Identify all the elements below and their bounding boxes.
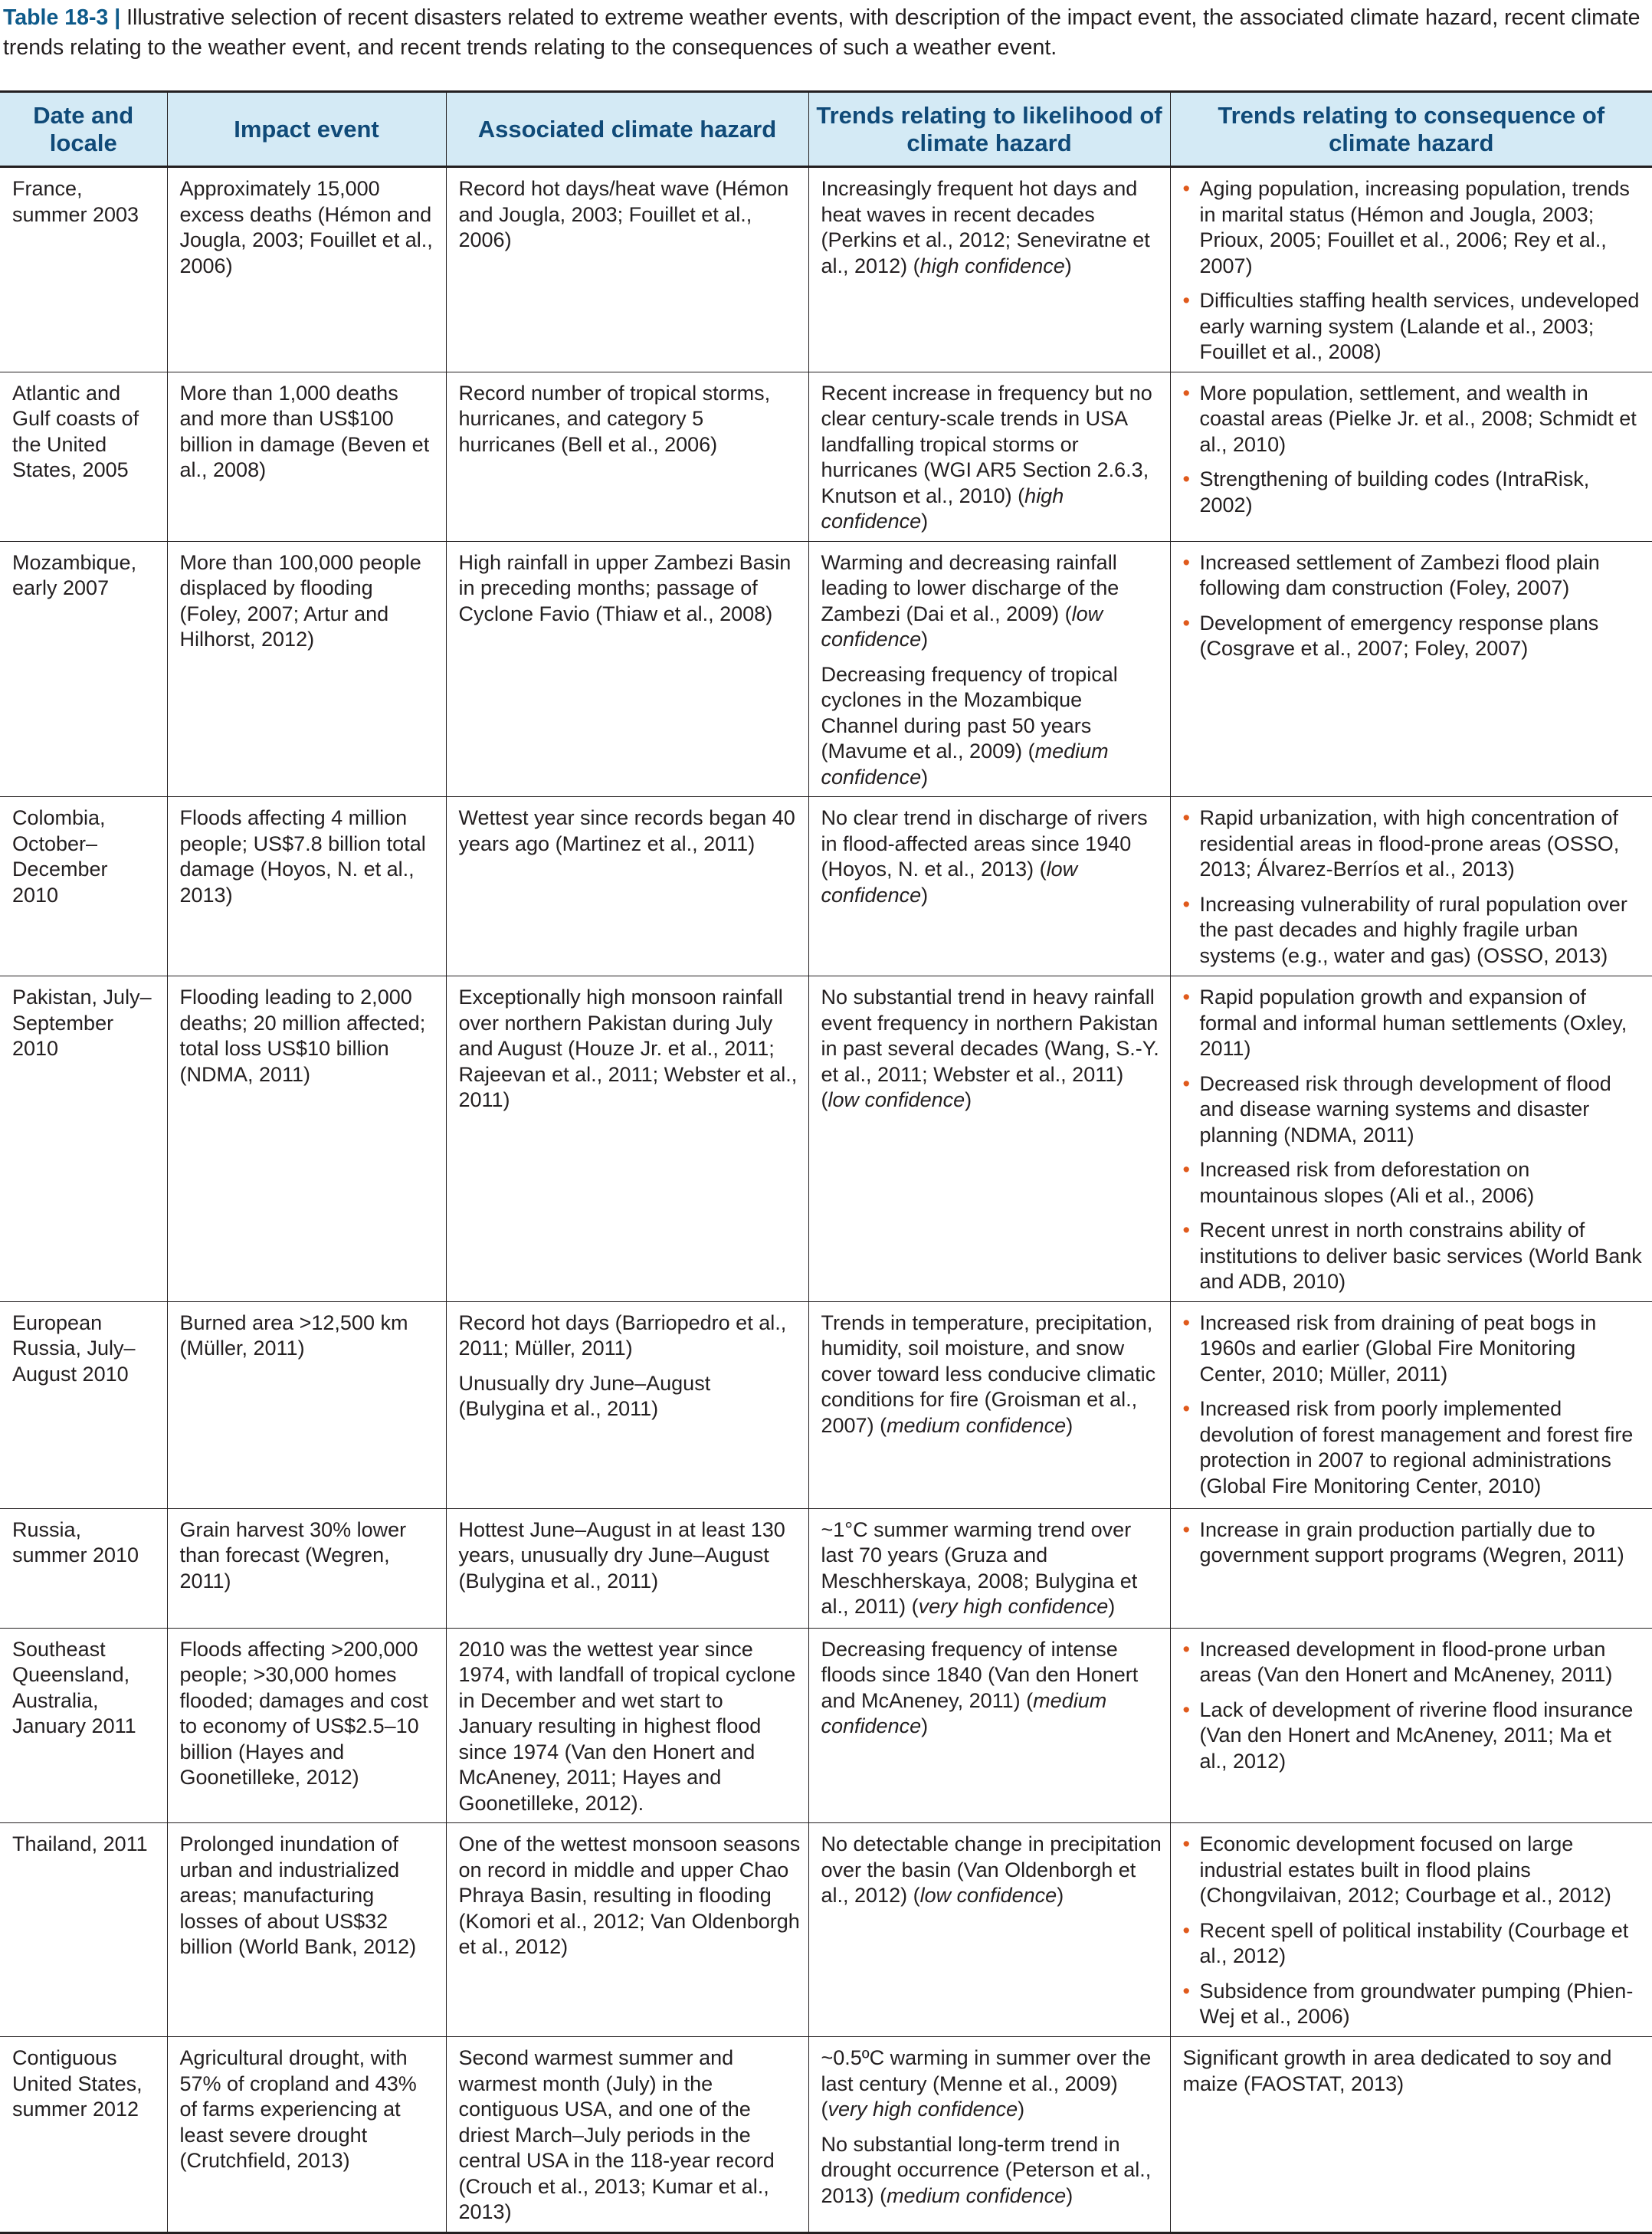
paren-open: ( (1026, 1688, 1034, 1712)
date-cell: Mozambique, early 2007 (0, 541, 167, 797)
paren-close: ) (921, 765, 929, 789)
impact-cell: Flooding leading to 2,000 deaths; 20 million affected; total loss US$10 billion (NDMA, 2011) (167, 976, 446, 1302)
likelihood-body: No substantial long-term trend in drought occurrence (Peterson et al., 2013) (821, 2132, 1152, 2207)
paren-close: ) (921, 510, 929, 533)
paren-close: ) (921, 883, 929, 907)
likelihood-cell (808, 372, 1170, 541)
hazard-cell (446, 372, 808, 541)
consequence-list (1183, 985, 1645, 1295)
table-row (0, 1823, 1652, 2037)
paren-close: ) (965, 1088, 972, 1111)
caption-text: Illustrative selection of recent disasters related to extreme weather events, with description of the impact event, the associated climate hazard, recent climate trends relating to the weather event, and recent trends relating to the consequences of such a weather event. (3, 5, 1641, 60)
consequence-item (1183, 1218, 1645, 1295)
consequence-text: Increasing vulnerability of rural population over the past decades and highly fragile urban systems (e.g., water and gas) (OSSO, 2013) (1199, 892, 1627, 967)
consequence-text: Rapid population growth and expansion of formal and informal human settlements (Oxley, 2011) (1199, 986, 1627, 1060)
consequence-list (1183, 1311, 1645, 1500)
consequence-list (1183, 1637, 1645, 1775)
paren-close: ) (1064, 254, 1072, 277)
likelihood-body: Warming and decreasing rainfall leading to lower discharge of the Zambezi (Dai et al., 2009) (821, 550, 1119, 625)
consequence-list (1183, 381, 1645, 519)
bullet-icon: • (1182, 289, 1190, 312)
table-caption (3, 3, 1647, 63)
confidence-level: low confidence (828, 1088, 965, 1111)
consequence-item (1183, 1832, 1645, 1909)
paren-close: ) (921, 1714, 929, 1737)
likelihood-body: Increasingly frequent hot days and heat waves in recent decades (Perkins et al., 2012; Seneviratne et al., 2012) (821, 177, 1150, 277)
consequence-item (1183, 467, 1645, 518)
consequence-item (1183, 1637, 1645, 1688)
table-row (0, 1301, 1652, 1508)
table-row (0, 976, 1652, 1302)
consequence-cell (1170, 372, 1652, 541)
likelihood-text (821, 1637, 1162, 1740)
paren-open: ( (1018, 484, 1025, 507)
consequence-list (1183, 550, 1645, 662)
consequence-cell (1170, 1508, 1652, 1628)
consequence-item (1183, 1157, 1645, 1209)
hazard-cell (446, 2037, 808, 2233)
paren-open: ( (880, 2183, 887, 2207)
date-cell: Southeast Queensland, Australia, January 2011 (0, 1628, 167, 1823)
impact-cell: Agricultural drought, with 57% of cropland and 43% of farms experiencing at least severe drought (Crutchfield, 2013) (167, 2037, 446, 2233)
table-row (0, 167, 1652, 372)
confidence-level: very high confidence (918, 1595, 1109, 1618)
consequence-cell (1170, 1301, 1652, 1508)
table-row (0, 541, 1652, 797)
date-cell: Contiguous United States, summer 2012 (0, 2037, 167, 2233)
header-likelihood-trends: Trends relating to likelihood of climate hazard (808, 92, 1170, 167)
consequence-cell (1170, 976, 1652, 1302)
consequence-text: Development of emergency response plans (Cosgrave et al., 2007; Foley, 2007) (1199, 611, 1599, 660)
paren-close: ) (1057, 1884, 1064, 1907)
bullet-icon: • (1182, 1219, 1190, 1242)
hazard-text: Record hot days (Barriopedro et al., 2011; Müller, 2011) (458, 1311, 787, 1360)
table-header (0, 92, 1652, 167)
likelihood-body: No detectable change in precipitation over the basin (Van Oldenborgh et al., 2012) (821, 1832, 1162, 1907)
date-cell: Thailand, 2011 (0, 1823, 167, 2037)
date-cell: France, summer 2003 (0, 167, 167, 372)
likelihood-text (821, 550, 1162, 653)
date-cell: Colombia, October–December 2010 (0, 797, 167, 976)
likelihood-text (821, 2132, 1162, 2209)
consequence-text: Increased development in flood-prone urban areas (Van den Honert and McAneney, 2011) (1199, 1637, 1613, 1686)
paren-open: ( (911, 1595, 919, 1618)
date-cell: Atlantic and Gulf coasts of the United States, 2005 (0, 372, 167, 541)
paren-close: ) (1108, 1595, 1116, 1618)
bullet-icon: • (1182, 550, 1190, 574)
table-row (0, 1628, 1652, 1823)
consequence-cell (1170, 541, 1652, 797)
consequence-item (1183, 1071, 1645, 1149)
bullet-icon: • (1182, 1158, 1190, 1181)
paren-open: ( (1064, 602, 1072, 625)
likelihood-body: ~0.5ºC warming in summer over the last century (Menne et al., 2009) (821, 2046, 1152, 2095)
confidence-level: high confidence (821, 484, 1064, 533)
hazard-text: One of the wettest monsoon seasons on record in middle and upper Chao Phraya Basin, resulting in flooding (Komori et al., 2012; Van Oldenborgh et al., 2012) (458, 1832, 801, 1958)
bullet-icon: • (1182, 806, 1190, 829)
likelihood-body: Decreasing frequency of intense floods since 1840 (Van den Honert and McAneney, 2011) (821, 1637, 1139, 1712)
consequence-text: Rapid urbanization, with high concentration of residential areas in flood-prone areas (OSSO, 2013; Álvarez-Berríos et al., 2013) (1199, 806, 1620, 881)
hazard-cell (446, 167, 808, 372)
bullet-icon: • (1182, 1637, 1190, 1661)
likelihood-cell (808, 1508, 1170, 1628)
header-climate-hazard: Associated climate hazard (446, 92, 808, 167)
bullet-icon: • (1182, 1832, 1190, 1855)
hazard-cell (446, 1301, 808, 1508)
impact-cell: Floods affecting 4 million people; US$7.8 billion total damage (Hoyos, N. et al., 2013) (167, 797, 446, 976)
bullet-icon: • (1182, 1517, 1190, 1541)
consequence-item (1183, 1979, 1645, 2030)
paren-close: ) (1066, 2183, 1073, 2207)
consequence-item (1183, 550, 1645, 602)
paren-open: ( (913, 254, 920, 277)
likelihood-cell (808, 541, 1170, 797)
hazard-text: Record hot days/heat wave (Hémon and Jougla, 2003; Fouillet et al., 2006) (458, 177, 789, 251)
consequence-text: Increase in grain production partially due to government support programs (Wegren, 2011) (1199, 1517, 1624, 1566)
table-row (0, 797, 1652, 976)
consequence-text: Increased risk from deforestation on mountainous slopes (Ali et al., 2006) (1199, 1158, 1535, 1207)
consequence-item (1183, 288, 1645, 366)
consequence-cell (1170, 1628, 1652, 1823)
hazard-cell (446, 1823, 808, 2037)
bullet-icon: • (1182, 611, 1190, 635)
consequence-text: Decreased risk through development of flood and disease warning systems and disaster planning (NDMA, 2011) (1199, 1071, 1611, 1147)
confidence-level: medium confidence (887, 2183, 1067, 2207)
paren-open: ( (821, 2098, 828, 2121)
consequence-text: Increased settlement of Zambezi flood plain following dam construction (Foley, 2007) (1199, 550, 1600, 599)
confidence-level: very high confidence (828, 2098, 1018, 2121)
likelihood-body: ~1°C summer warming trend over last 70 years (Gruza and Meschherskaya, 2008; Bulygina et al., 2011) (821, 1517, 1138, 1618)
consequence-item (1183, 1698, 1645, 1775)
likelihood-text (821, 1311, 1162, 1439)
likelihood-cell (808, 1301, 1170, 1508)
table-label: Table 18-3 | (3, 5, 121, 30)
paren-open: ( (1039, 858, 1047, 881)
consequence-text: Recent unrest in north constrains ability of institutions to deliver basic services (World Bank and ADB, 2010) (1199, 1219, 1642, 1293)
paren-close: ) (1066, 1413, 1073, 1437)
consequence-item (1183, 1396, 1645, 1499)
likelihood-text (821, 662, 1162, 791)
impact-cell: Prolonged inundation of urban and industrialized areas; manufacturing losses of about US$32 billion (World Bank, 2012) (167, 1823, 446, 2037)
impact-cell: More than 1,000 deaths and more than US$100 billion in damage (Beven et al., 2008) (167, 372, 446, 541)
bullet-icon: • (1182, 986, 1190, 1009)
impact-cell: More than 100,000 people displaced by flooding (Foley, 2007; Artur and Hilhorst, 2012) (167, 541, 446, 797)
likelihood-cell (808, 976, 1170, 1302)
consequence-text: Recent spell of political instability (Courbage et al., 2012) (1199, 1918, 1629, 1967)
likelihood-text (821, 381, 1162, 535)
hazard-cell (446, 1508, 808, 1628)
bullet-icon: • (1182, 892, 1190, 916)
consequence-text: Increased risk from draining of peat bogs in 1960s and earlier (Global Fire Monitoring Center, 2010; Müller, 2011) (1199, 1311, 1597, 1386)
consequence-item (1183, 381, 1645, 458)
consequence-text: Economic development focused on large industrial estates built in flood plains (Chongvilaivan, 2012; Courbage et al., 2012) (1199, 1832, 1611, 1907)
hazard-text: Record number of tropical storms, hurricanes, and category 5 hurricanes (Bell et al., 2006) (458, 381, 771, 456)
bullet-icon: • (1182, 1698, 1190, 1721)
likelihood-text (821, 2045, 1162, 2123)
header-impact-event: Impact event (167, 92, 446, 167)
likelihood-cell (808, 167, 1170, 372)
consequence-item (1183, 892, 1645, 969)
hazard-text: Unusually dry June–August (Bulygina et al., 2011) (458, 1371, 711, 1420)
header-date-locale: Date and locale (0, 92, 167, 167)
likelihood-body: Trends in temperature, precipitation, humidity, soil moisture, and snow cover toward less conducive climatic conditions for fire (Groisman et al., 2007) (821, 1311, 1156, 1437)
consequence-cell (1170, 167, 1652, 372)
consequence-list (1183, 1517, 1645, 1569)
likelihood-body: Decreasing frequency of tropical cyclones in the Mozambique Channel during past 50 years (Mavume et al., 2009) (821, 662, 1118, 763)
impact-cell: Floods affecting >200,000 people; >30,000 homes flooded; damages and cost to economy of US$2.5–10 billion (Hayes and Goonetilleke, 2012) (167, 1628, 446, 1823)
table-body (0, 167, 1652, 2233)
table-row (0, 372, 1652, 541)
consequence-text: Increased risk from poorly implemented devolution of forest management and forest fire protection in 2007 to regional administrations (Global Fire Monitoring Center, 2010) (1199, 1397, 1634, 1498)
likelihood-cell (808, 1628, 1170, 1823)
consequence-item (1183, 611, 1645, 662)
consequence-text: Significant growth in area dedicated to soy and maize (FAOSTAT, 2013) (1182, 2046, 1612, 2095)
hazard-text: Second warmest summer and warmest month (July) in the contiguous USA, and one of the driest March–July periods in the central USA in the 118-year record (Crouch et al., 2013; Kumar et al., 2013) (458, 2046, 775, 2223)
consequence-text: Lack of development of riverine flood insurance (Van den Honert and McAneney, 2011; Ma et al., 2012) (1199, 1698, 1634, 1773)
likelihood-text (821, 1832, 1162, 1909)
consequence-list (1183, 176, 1645, 366)
date-cell: European Russia, July–August 2010 (0, 1301, 167, 1508)
consequence-item (1183, 805, 1645, 883)
likelihood-cell (808, 2037, 1170, 2233)
hazard-cell (446, 541, 808, 797)
consequence-text: Difficulties staffing health services, undeveloped early warning system (Lalande et al., 2003; Fouillet et al., 2008) (1199, 289, 1640, 363)
consequence-cell (1170, 2037, 1652, 2233)
paren-close: ) (921, 628, 929, 651)
impact-cell: Burned area >12,500 km (Müller, 2011) (167, 1301, 446, 1508)
bullet-icon: • (1182, 1397, 1190, 1420)
table-row (0, 2037, 1652, 2233)
bullet-icon: • (1182, 381, 1190, 405)
hazard-text: 2010 was the wettest year since 1974, with landfall of tropical cyclone in December and wet start to January resulting in highest flood since 1974 (Van den Honert and McAneney, 2011; Hayes and Goonetilleke, 2012). (458, 1637, 796, 1815)
consequence-text: More population, settlement, and wealth in coastal areas (Pielke Jr. et al., 2008; Schmidt et al., 2010) (1199, 381, 1637, 456)
likelihood-body: No clear trend in discharge of rivers in flood-affected areas since 1940 (Hoyos, N. et al., 2013) (821, 806, 1148, 881)
confidence-level: low confidence (821, 602, 1103, 651)
hazard-cell (446, 797, 808, 976)
likelihood-text (821, 1517, 1162, 1620)
confidence-level: medium confidence (887, 1413, 1067, 1437)
likelihood-text (821, 985, 1162, 1114)
confidence-level: medium confidence (821, 740, 1109, 789)
consequence-text: Aging population, increasing population, trends in marital status (Hémon and Jougla, 2003; Prioux, 2005; Fouillet et al., 2006; Rey et al., 2007) (1199, 177, 1630, 277)
confidence-level: high confidence (919, 254, 1065, 277)
paren-open: ( (880, 1413, 887, 1437)
bullet-icon: • (1182, 177, 1190, 200)
impact-cell: Grain harvest 30% lower than forecast (Wegren, 2011) (167, 1508, 446, 1628)
consequence-text: Subsidence from groundwater pumping (Phien-Wej et al., 2006) (1199, 1979, 1634, 2028)
header-consequence-trends: Trends relating to consequence of climate hazard (1170, 92, 1652, 167)
likelihood-cell (808, 1823, 1170, 2037)
impact-cell: Approximately 15,000 excess deaths (Hémon and Jougla, 2003; Fouillet et al., 2006) (167, 167, 446, 372)
hazard-cell (446, 976, 808, 1302)
hazard-cell (446, 1628, 808, 1823)
confidence-level: medium confidence (821, 1688, 1107, 1737)
likelihood-cell (808, 797, 1170, 976)
date-cell: Russia, summer 2010 (0, 1508, 167, 1628)
hazard-text: High rainfall in upper Zambezi Basin in preceding months; passage of Cyclone Favio (Thiaw et al., 2008) (458, 550, 792, 625)
consequence-item (1183, 1918, 1645, 1970)
bullet-icon: • (1182, 1071, 1190, 1095)
consequence-item (1183, 1517, 1645, 1569)
consequence-text: Strengthening of building codes (IntraRisk, 2002) (1199, 467, 1590, 517)
hazard-text: Hottest June–August in at least 130 years, unusually dry June–August (Bulygina et al., 2011) (458, 1517, 785, 1593)
header-row (0, 92, 1652, 167)
likelihood-body: No substantial trend in heavy rainfall event frequency in northern Pakistan in past several decades (Wang, S.-Y. et al., 2011; Webster et al., 2011) (821, 986, 1159, 1086)
likelihood-body: Recent increase in frequency but no clear century-scale trends in USA landfalling tropical storms or hurricanes (WGI AR5 Section 2.6.3, Knutson et al., 2010) (821, 381, 1152, 507)
bullet-icon: • (1182, 467, 1190, 490)
bullet-icon: • (1182, 1979, 1190, 2003)
consequence-list (1183, 805, 1645, 969)
consequence-list (1183, 1832, 1645, 2030)
likelihood-text (821, 805, 1162, 908)
bullet-icon: • (1182, 1311, 1190, 1334)
consequence-item (1183, 176, 1645, 279)
consequence-cell (1170, 797, 1652, 976)
consequence-item (1183, 985, 1645, 1062)
table-row (0, 1508, 1652, 1628)
consequence-item (1183, 1311, 1645, 1388)
hazard-text: Exceptionally high monsoon rainfall over northern Pakistan during July and August (Houze Jr. et al., 2011; Rajeevan et al., 2011; Webster et al., 2011) (458, 986, 798, 1111)
paren-close: ) (1018, 2098, 1025, 2121)
confidence-level: low confidence (821, 858, 1078, 907)
consequence-cell (1170, 1823, 1652, 2037)
likelihood-text (821, 176, 1162, 279)
confidence-level: low confidence (919, 1884, 1057, 1907)
disasters-table (0, 90, 1652, 2234)
paren-open: ( (1028, 740, 1035, 763)
paren-open: ( (913, 1884, 920, 1907)
hazard-text: Wettest year since records began 40 years ago (Martinez et al., 2011) (458, 806, 795, 855)
date-cell: Pakistan, July–September 2010 (0, 976, 167, 1302)
paren-open: ( (821, 1088, 828, 1111)
bullet-icon: • (1182, 1918, 1190, 1942)
